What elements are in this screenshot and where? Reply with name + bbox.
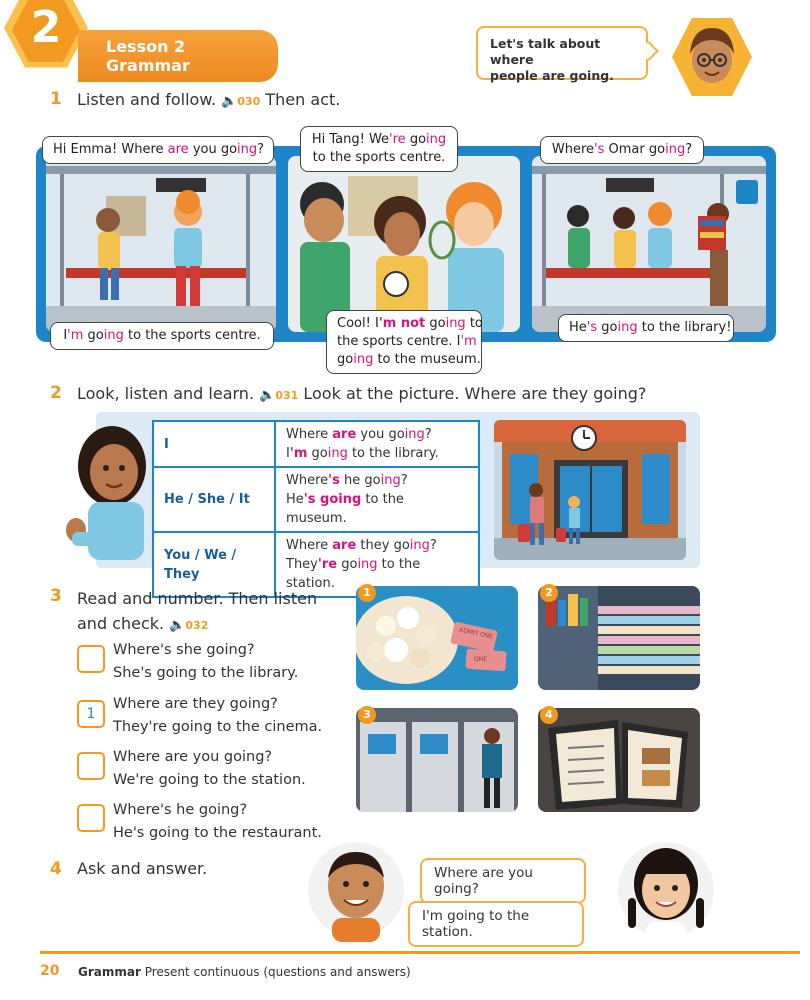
list-item: Where are you going? We're going to the station. (113, 749, 306, 788)
ex2-instruction: Look, listen and learn. 🔈031 Look at the picture. Where are they going? (77, 384, 647, 403)
ex3-instruction: Read and number. Then listen and check. 🔈032 (77, 589, 318, 633)
grammar-sentences: Where are you going? I'm going to the library. (275, 421, 479, 467)
photo-badge-2: 2 (540, 584, 558, 602)
footer-caption (78, 965, 411, 979)
audio-speaker-icon[interactable]: 🔈 (169, 618, 186, 633)
ex4-number: 4 (50, 859, 62, 879)
grammar-sentences: Where are they going? They're going to the station. (275, 532, 479, 597)
number-box-4[interactable] (77, 804, 105, 832)
ticket-text-2: ONE (474, 656, 488, 663)
grammar-subject: He / She / It (153, 467, 275, 532)
ex2-track[interactable]: 031 (275, 389, 299, 402)
number-box-1[interactable] (77, 645, 105, 673)
grammar-table (152, 420, 480, 598)
ex3-track[interactable]: 032 (185, 619, 209, 632)
bubble-emma-question: Hi Emma! Where are you going? (42, 136, 274, 164)
ex4-instruction: Ask and answer. (77, 859, 208, 878)
grammar-row (153, 467, 479, 532)
list-item: Where's he going? He's going to the restaurant. (113, 802, 322, 841)
photo-station (356, 708, 518, 812)
number-box-3[interactable] (77, 752, 105, 780)
grammar-subject: I (153, 421, 275, 467)
girl-photo-avatar (616, 838, 716, 942)
grammar-sentences: Where's he going? He's going to the museum. (275, 467, 479, 532)
ex1-instruction-a: Listen and follow. (77, 90, 217, 109)
list-item: Where's she going? She's going to the library. (113, 642, 299, 681)
boy-avatar-icon (672, 14, 752, 100)
talk-line-1: Let's talk about where (490, 36, 601, 67)
footer-topic: Present continuous (questions and answers) (144, 965, 411, 979)
audio-speaker-icon[interactable]: 🔈 (221, 94, 238, 109)
ex1-instruction-b: Then act. (265, 90, 341, 109)
talk-box (476, 26, 648, 83)
ask-bubble-answer: I'm going to the station. (408, 901, 584, 947)
girl-waving-icon (62, 420, 158, 560)
ticket-text-1: ADMIT ONE (458, 626, 494, 641)
bus-stop-scene-1 (46, 156, 276, 332)
photo-library (538, 586, 700, 690)
bubble-tang-reply: Hi Tang! We're going to the sports centre. (300, 126, 458, 172)
lesson-title: Lesson 2 Grammar (78, 30, 278, 82)
number-box-2[interactable]: 1 (77, 700, 105, 728)
photo-badge-1: 1 (358, 584, 376, 602)
photo-badge-3: 3 (358, 706, 376, 724)
grammar-subject: You / We / They (153, 532, 275, 597)
talk-line-2: people are going. (490, 68, 614, 83)
page-number: 20 (40, 963, 60, 979)
station-picture (494, 420, 686, 560)
ex3-number: 3 (50, 586, 62, 606)
ex1-instruction (77, 90, 340, 109)
comic-panel-2 (288, 156, 520, 332)
bubble-library: He's going to the library! (558, 314, 734, 342)
audio-speaker-icon[interactable]: 🔈 (259, 388, 276, 403)
bus-stop-scene-2 (532, 156, 766, 332)
bubble-sports-centre: I'm going to the sports centre. (50, 322, 274, 350)
comic-panel-1 (46, 156, 276, 332)
ex2-number: 2 (50, 383, 62, 403)
photo-restaurant (538, 708, 700, 812)
bubble-museum: Cool! I'm not going to the sports centre. I'm going to the museum. (326, 310, 482, 374)
list-item: Where are they going? They're going to the cinema. (113, 696, 323, 735)
ex1-track[interactable]: 030 (237, 95, 261, 108)
lesson-number: 2 (30, 2, 62, 53)
footer-divider (40, 951, 800, 954)
ex1-number: 1 (50, 89, 62, 109)
kids-closeup-scene (288, 156, 520, 332)
footer-section: Grammar (78, 965, 141, 979)
boy-photo-avatar (306, 838, 406, 942)
bubble-omar-question: Where's Omar going? (540, 136, 704, 164)
comic-panel-3 (532, 156, 766, 332)
photo-badge-4: 4 (540, 706, 558, 724)
grammar-row (153, 421, 479, 467)
ask-bubble-question: Where are you going? (420, 858, 586, 904)
